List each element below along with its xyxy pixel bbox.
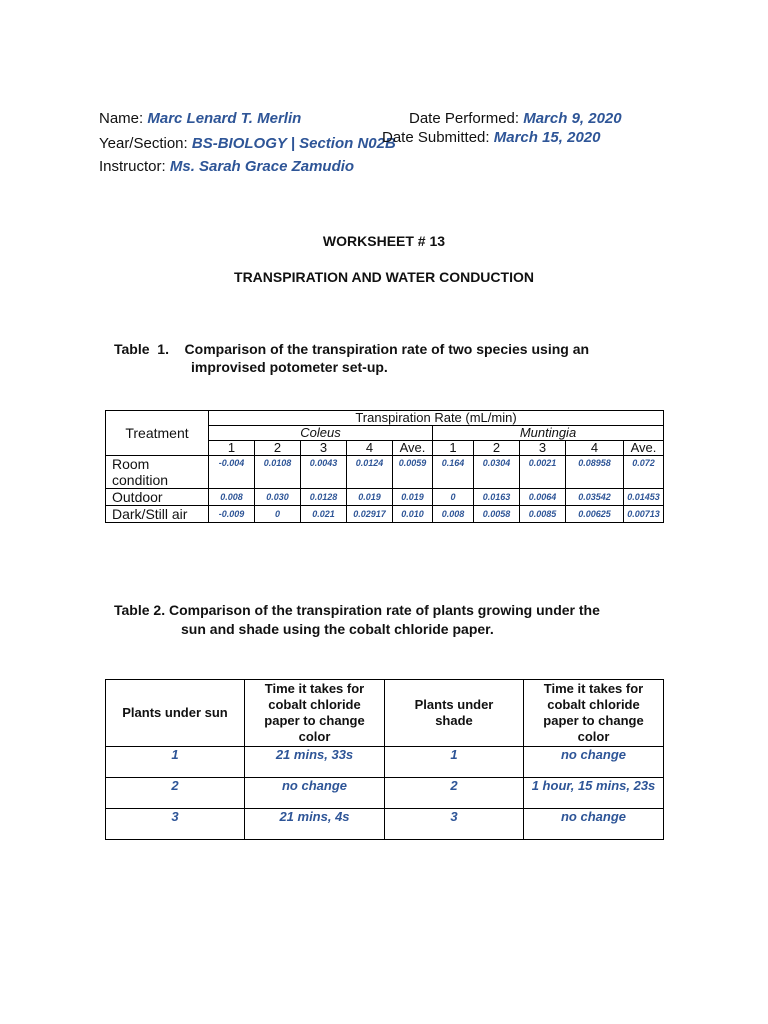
table-cell: 1 [385, 747, 524, 778]
row-label: Dark/Still air [106, 506, 209, 523]
header-line: Plants under [414, 697, 494, 712]
table-cell: 21 mins, 33s [245, 747, 385, 778]
table-cell: 1 hour, 15 mins, 23s [524, 778, 664, 809]
trial-header: 2 [474, 441, 520, 456]
transpiration-rate-header: Transpiration Rate (mL/min) [209, 411, 664, 426]
table-cell: 0.0163 [474, 489, 520, 506]
date-performed-line [409, 110, 622, 128]
table-cell: 0.0124 [347, 456, 393, 489]
header-line: Time it takes for [543, 681, 644, 696]
average-header: Ave. [393, 441, 433, 456]
table-cell: 2 [385, 778, 524, 809]
row-label-line: condition [112, 472, 169, 488]
table-cell: 0.0085 [520, 506, 566, 523]
table-row [106, 809, 664, 840]
row-label [106, 456, 209, 489]
trial-header: 1 [209, 441, 255, 456]
header-line: shade [435, 713, 473, 728]
row-label: Outdoor [106, 489, 209, 506]
header-line: Time it takes for [264, 681, 365, 696]
table-cell: 0.008 [433, 506, 474, 523]
table-cell: 0.01453 [624, 489, 664, 506]
header-line: cobalt chloride [268, 697, 361, 712]
table-row [106, 506, 664, 523]
plants-under-shade-header [385, 680, 524, 747]
table-row [106, 747, 664, 778]
species-muntingia-header: Muntingia [433, 426, 664, 441]
instructor-label: Instructor: [99, 158, 166, 175]
table-cell: 0.00625 [566, 506, 624, 523]
cobalt-chloride-table [105, 679, 664, 840]
table-cell: 0.0128 [301, 489, 347, 506]
worksheet-subtitle: TRANSPIRATION AND WATER CONDUCTION [234, 269, 534, 285]
header-line: color [298, 729, 331, 744]
table-cell: 0.0021 [520, 456, 566, 489]
table-cell: 2 [106, 778, 245, 809]
table-cell: no change [524, 809, 664, 840]
trial-header: 4 [347, 441, 393, 456]
table-cell: no change [245, 778, 385, 809]
trial-header: 4 [566, 441, 624, 456]
time-header-sun [245, 680, 385, 747]
name-label: Name: [99, 110, 144, 127]
header-line: paper to change [543, 713, 644, 728]
header-line: color [577, 729, 610, 744]
table-cell: 0.00713 [624, 506, 664, 523]
table-row [106, 778, 664, 809]
table-row [106, 456, 664, 489]
table-cell: 0.08958 [566, 456, 624, 489]
table1-caption-line2: improvised potometer set-up. [191, 359, 388, 375]
header-line: Plants under sun [122, 705, 228, 720]
table-cell: 0.008 [209, 489, 255, 506]
instructor-value: Ms. Sarah Grace Zamudio [169, 158, 355, 175]
table-cell: 0.019 [393, 489, 433, 506]
header-line: cobalt chloride [547, 697, 640, 712]
table-cell: 3 [385, 809, 524, 840]
date-performed-label: Date Performed: [409, 110, 520, 127]
date-submitted-line [382, 129, 600, 147]
table-row [106, 489, 664, 506]
table-cell: 0.021 [301, 506, 347, 523]
table-cell: 21 mins, 4s [245, 809, 385, 840]
name-line [99, 110, 301, 128]
table-cell: 0 [255, 506, 301, 523]
table1-caption-line1: Table 1. Comparison of the transpiration rate of two species using an [114, 341, 590, 357]
table-cell: 0.010 [393, 506, 433, 523]
date-submitted-label: Date Submitted: [382, 129, 490, 146]
table-cell: 0.019 [347, 489, 393, 506]
instructor-line [99, 158, 354, 176]
table-cell: 0.0064 [520, 489, 566, 506]
name-value: Marc Lenard T. Merlin [147, 110, 302, 127]
date-submitted-value: March 15, 2020 [493, 129, 601, 146]
table-cell: 0.0059 [393, 456, 433, 489]
species-coleus-header: Coleus [209, 426, 433, 441]
year-section-line [99, 135, 396, 153]
trial-header: 3 [301, 441, 347, 456]
table2-caption-line2: sun and shade using the cobalt chloride paper. [181, 621, 494, 637]
table-cell: -0.004 [209, 456, 255, 489]
year-section-label: Year/Section: [99, 135, 188, 152]
table2-caption-line1: Table 2. Comparison of the transpiration rate of plants growing under the [114, 602, 600, 618]
average-header: Ave. [624, 441, 664, 456]
table-cell: -0.009 [209, 506, 255, 523]
table-cell: 0.0058 [474, 506, 520, 523]
table-cell: 0.02917 [347, 506, 393, 523]
table-cell: 0.072 [624, 456, 664, 489]
date-performed-value: March 9, 2020 [523, 110, 622, 127]
table-cell: 1 [106, 747, 245, 778]
transpiration-rate-table [105, 410, 664, 523]
table-cell: 0.0304 [474, 456, 520, 489]
trial-header: 2 [255, 441, 301, 456]
table-cell: 3 [106, 809, 245, 840]
row-label-line: Room [112, 456, 150, 472]
time-header-shade [524, 680, 664, 747]
header-line: paper to change [264, 713, 365, 728]
table-cell: 0.03542 [566, 489, 624, 506]
worksheet-title: WORKSHEET # 13 [322, 233, 446, 249]
table-cell: 0.0043 [301, 456, 347, 489]
table-cell: 0.0108 [255, 456, 301, 489]
table-cell: no change [524, 747, 664, 778]
treatment-header: Treatment [106, 411, 209, 456]
year-section-value: BS-BIOLOGY | Section N02B [191, 135, 396, 152]
table-cell: 0.164 [433, 456, 474, 489]
trial-header: 1 [433, 441, 474, 456]
table-cell: 0 [433, 489, 474, 506]
plants-under-sun-header [106, 680, 245, 747]
table-cell: 0.030 [255, 489, 301, 506]
trial-header: 3 [520, 441, 566, 456]
